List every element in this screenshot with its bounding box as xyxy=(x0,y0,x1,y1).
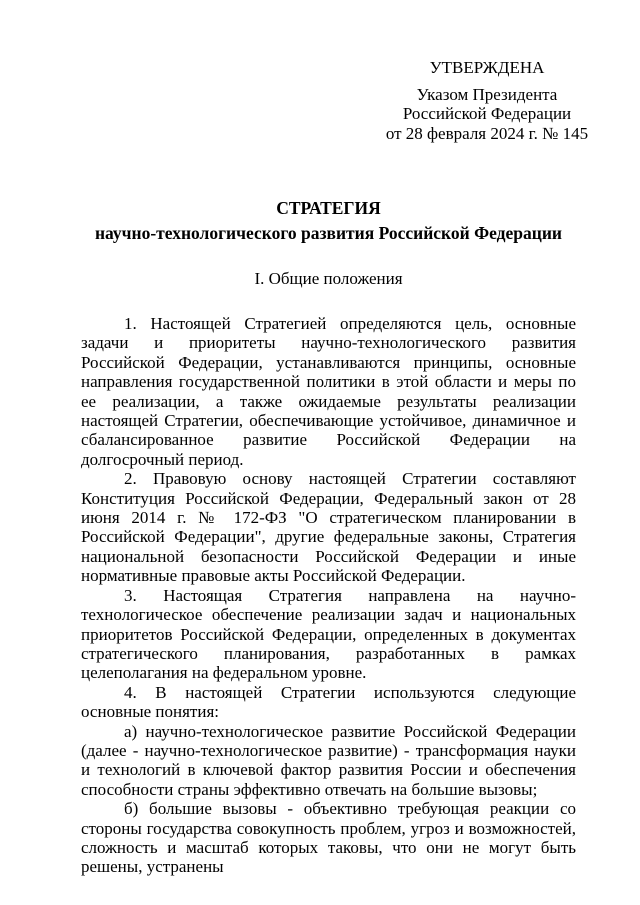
document-title-block xyxy=(81,198,576,243)
document-subtitle: научно-технологического развития Российской Федерации xyxy=(94,223,563,243)
approval-authority-line1: Указом Президента xyxy=(416,84,558,104)
document-body xyxy=(81,314,576,877)
paragraph-2: 2. Правовую основу настоящей Стратегии составляют Конституция Российской Федерации, Федеральный закон от 28 июня 2014 г. № 172-ФЗ "О стратегическом планировании в Российской Федерации", другие федеральные законы, Стратегия национальной безопасности Российской Федерации и иные нормативные правовые акты Российской Федерации. xyxy=(81,469,576,586)
paragraph-definition-b: б) большие вызовы - объективно требующая реакции со стороны государства совокупность проблем, угроз и возможностей, сложность и масштаб которых таковы, что они не могут быть решены, устранены xyxy=(81,799,576,877)
paragraph-4: 4. В настоящей Стратегии используются следующие основные понятия: xyxy=(81,682,576,722)
approval-date-number: от 28 февраля 2024 г. № 145 xyxy=(385,123,589,143)
approval-status: УТВЕРЖДЕНА xyxy=(429,58,545,77)
approval-authority-line2: Российской Федерации xyxy=(402,104,572,123)
paragraph-1: 1. Настоящей Стратегией определяются цель, основные задачи и приоритеты научно-технологического развития Российской Федерации, устанавливаются принципы, основные направления государственной политики в этой области и меры по ее реализации, а также ожидаемые результаты реализации настоящей Стратегии, обеспечивающие устойчивое, динамичное и сбалансированное развитие Российской Федерации на долгосрочный период. xyxy=(81,314,576,469)
section-heading: I. Общие положения xyxy=(254,269,403,288)
document-title: СТРАТЕГИЯ xyxy=(276,198,381,218)
paragraph-3: 3. Настоящая Стратегия направлена на научно-технологическое обеспечение реализации задач и национальных приоритетов Российской Федерации, определенных в документах стратегического планирования, разработанных в рамках целеполагания на федеральном уровне. xyxy=(81,585,576,683)
paragraph-definition-a: а) научно-технологическое развитие Российской Федерации (далее - научно-технологическое развитие) - трансформация науки и технологий в ключевой фактор развития России и обеспечения способности страны эффективно отвечать на большие вызовы; xyxy=(81,721,576,799)
approval-stamp xyxy=(382,58,592,143)
